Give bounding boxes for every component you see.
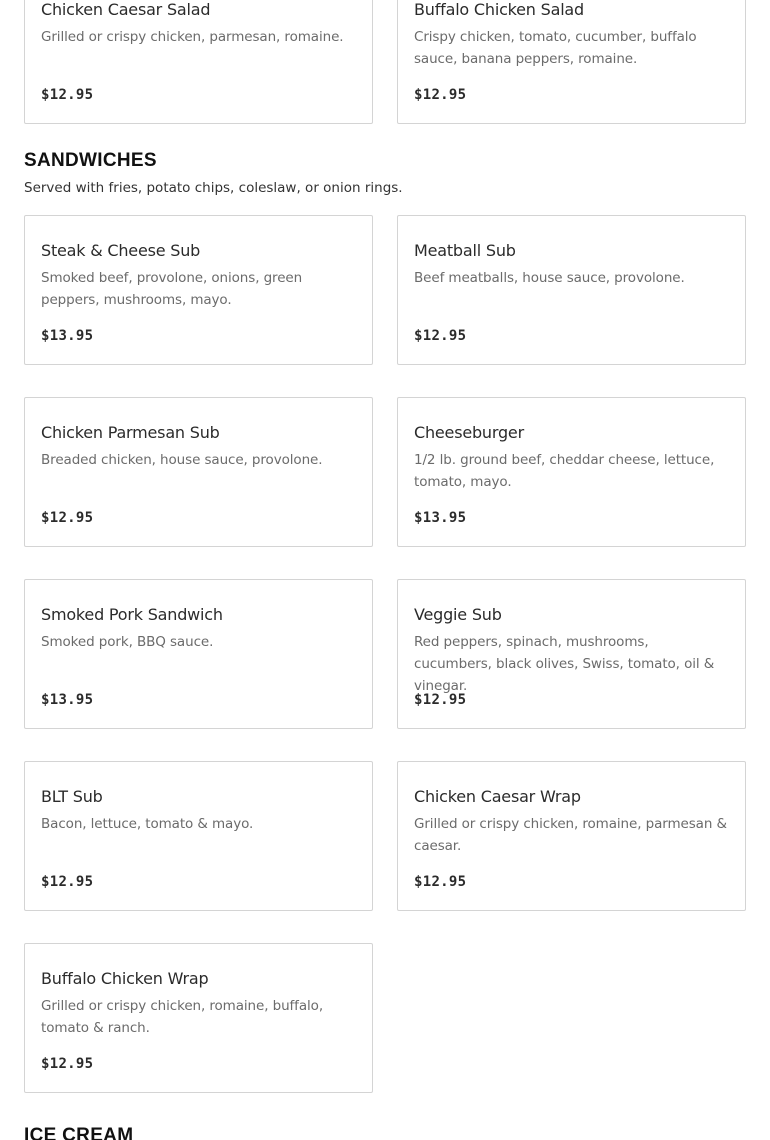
item-price: $13.95 [414,510,467,526]
salads-grid [24,0,746,124]
menu-item-card[interactable] [397,0,746,124]
sandwiches-grid [24,215,746,1093]
item-description: 1/2 lb. ground beef, cheddar cheese, lettuce, tomato, mayo. [414,452,715,490]
item-price: $13.95 [41,328,94,344]
item-price: $12.95 [414,87,467,103]
item-name: Chicken Parmesan Sub [41,423,220,442]
item-name: Buffalo Chicken Wrap [41,969,209,988]
item-description: Smoked pork, BBQ sauce. [41,634,214,650]
item-description: Red peppers, spinach, mushrooms, cucumbers, black olives, Swiss, tomato, oil & vinegar. [414,634,715,694]
item-description: Grilled or crispy chicken, parmesan, romaine. [41,29,344,45]
menu-item-card[interactable] [24,943,373,1093]
sandwiches-section [24,150,746,197]
menu-item-card[interactable] [397,397,746,547]
item-price: $12.95 [41,1056,94,1072]
section-title: ICE CREAM [24,1125,134,1140]
menu-item-card[interactable] [24,215,373,365]
item-description: Grilled or crispy chicken, romaine, parmesan & caesar. [414,816,727,854]
item-price: $12.95 [414,692,467,708]
item-price: $12.95 [41,510,94,526]
item-description: Crispy chicken, tomato, cucumber, buffalo sauce, banana peppers, romaine. [414,29,697,67]
menu-item-card[interactable] [24,397,373,547]
item-price: $13.95 [41,692,94,708]
item-name: Smoked Pork Sandwich [41,605,223,624]
section-title: SANDWICHES [24,150,157,171]
item-description: Grilled or crispy chicken, romaine, buffalo, tomato & ranch. [41,998,324,1036]
menu-item-card[interactable] [24,0,373,124]
item-description: Breaded chicken, house sauce, provolone. [41,452,323,468]
item-name: Cheeseburger [414,423,524,442]
item-name: Chicken Caesar Wrap [414,787,581,806]
item-name: Veggie Sub [414,605,502,624]
item-name: Chicken Caesar Salad [41,0,211,19]
item-price: $12.95 [414,328,467,344]
item-name: Steak & Cheese Sub [41,241,201,260]
item-name: Meatball Sub [414,241,516,260]
item-price: $12.95 [414,874,467,890]
ice-cream-section [24,1125,746,1140]
section-subtitle: Served with fries, potato chips, coleslaw, or onion rings. [24,180,403,196]
item-price: $12.95 [41,874,94,890]
menu-item-card[interactable] [24,761,373,911]
item-description: Smoked beef, provolone, onions, green peppers, mushrooms, mayo. [41,270,303,308]
item-name: BLT Sub [41,787,103,806]
item-price: $12.95 [41,87,94,103]
menu-item-card[interactable] [24,579,373,729]
item-description: Beef meatballs, house sauce, provolone. [414,270,685,286]
menu-item-card[interactable] [397,761,746,911]
item-description: Bacon, lettuce, tomato & mayo. [41,816,254,832]
item-name: Buffalo Chicken Salad [414,0,584,19]
menu-item-card[interactable] [397,215,746,365]
menu-item-card[interactable] [397,579,746,729]
